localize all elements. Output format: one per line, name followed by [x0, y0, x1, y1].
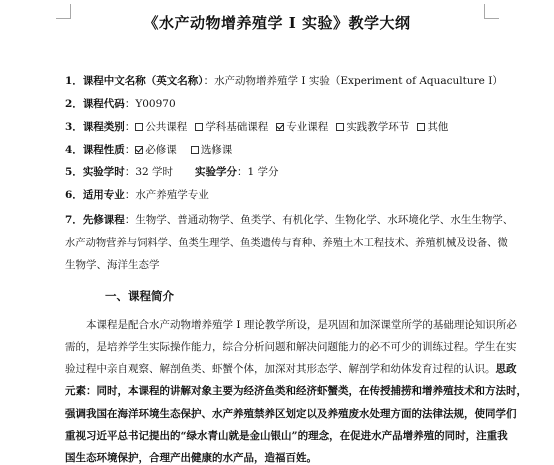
section-heading: 一、课程简介	[105, 289, 174, 303]
field-colon: ：	[124, 189, 136, 201]
checkbox-checked-icon[interactable]	[276, 123, 284, 131]
checkbox-unchecked-icon[interactable]	[195, 123, 203, 131]
intro-line: 本课程是配合水产动物增养殖学 I 理论教学所设，是巩固和加深课堂所学的基础理论知识所必	[86, 319, 517, 331]
intro-line: 强调我国在海洋环境生态保护、水产养殖禁养区划定以及养殖废水处理方面的法律法规，使同学们	[65, 408, 517, 420]
option-elective[interactable]: 选修课	[191, 144, 233, 156]
field-course-nature	[65, 143, 240, 157]
intro-line: 验过程中亲自观察、解剖鱼类、虾蟹个体，加深对其形态学、解剖学和幼体发育过程的认识。思政	[65, 363, 517, 375]
intro-line: 国生态环境保护，合理产出健康的水产品，造福百姓。	[65, 452, 317, 464]
field-number: 4．	[65, 144, 83, 156]
option-other[interactable]: 其他	[417, 121, 448, 133]
field-course-category	[65, 120, 456, 134]
field-number: 3．	[65, 121, 83, 133]
field-value: 32 学时	[135, 166, 174, 178]
field-course-name	[65, 74, 503, 88]
field-prerequisites	[65, 213, 513, 227]
field-number: 7．	[65, 214, 83, 226]
field-value: 水产动物增养殖学 I 实验（Experiment of Aquaculture I）	[214, 75, 503, 87]
field-colon: ：	[124, 121, 136, 133]
intro-line: 元素：同时，本课程的讲解对象主要为经济鱼类和经济虾蟹类，在传授捕捞和增养殖技术和方法时，	[65, 385, 527, 397]
prereq-line: 生物学、普通动物学、鱼类学、有机化学、生物化学、水环境化学、水生生物学、	[135, 214, 514, 226]
field-label: 课程中文名称（英文名称）	[82, 75, 204, 87]
option-discipline-basic[interactable]: 学科基础课程	[195, 121, 268, 133]
field-number: 2．	[65, 98, 83, 110]
field-colon: ：	[203, 75, 215, 87]
field-colon: ：	[124, 214, 136, 226]
field-label: 实验学时	[82, 166, 125, 178]
prereq-line: 生物学、海洋生态学	[65, 259, 160, 271]
field-colon: ：	[237, 166, 248, 178]
field-colon: ：	[124, 144, 136, 156]
field-credit-label: 实验学分	[195, 166, 238, 178]
field-applicable-major	[65, 188, 209, 202]
option-required[interactable]: 必修课	[135, 144, 177, 156]
field-colon: ：	[124, 166, 136, 178]
field-value: 水产养殖学专业	[135, 189, 209, 201]
field-lab-hours	[65, 165, 279, 179]
option-major-course[interactable]: 专业课程	[276, 121, 328, 133]
option-practice[interactable]: 实践教学环节	[336, 121, 409, 133]
option-public-course[interactable]: 公共课程	[135, 121, 187, 133]
prereq-line: 水产动物营养与饲料学、鱼类生理学、鱼类遗传与育种、养殖土木工程技术、养殖机械及设备、微	[65, 237, 508, 249]
checkbox-unchecked-icon[interactable]	[336, 123, 344, 131]
field-number: 1．	[65, 75, 83, 87]
field-course-code	[65, 97, 176, 111]
intro-line: 需的，是培养学生实际操作能力，综合分析问题和解决问题能力的必不可少的训练过程。学生在实	[65, 341, 517, 353]
checkbox-unchecked-icon[interactable]	[191, 146, 199, 154]
checkbox-unchecked-icon[interactable]	[135, 123, 143, 131]
field-label: 课程类别	[82, 121, 125, 133]
field-label: 先修课程	[82, 214, 125, 226]
field-colon: ：	[124, 98, 136, 110]
field-value: Y00970	[135, 98, 176, 110]
field-label: 课程代码	[82, 98, 125, 110]
checkbox-unchecked-icon[interactable]	[417, 123, 425, 131]
document-title: 《水产动物增养殖学 I 实验》教学大纲	[143, 14, 411, 32]
intro-line: 重视习近平总书记提出的“绿水青山就是金山银山”的理念，在促进水产品增养殖的同时，注重我	[65, 430, 508, 442]
field-credit-value: 1 学分	[247, 166, 279, 178]
field-label: 适用专业	[82, 189, 125, 201]
field-number: 5．	[65, 166, 83, 178]
field-number: 6．	[65, 189, 83, 201]
field-label: 课程性质	[82, 144, 125, 156]
checkbox-checked-icon[interactable]	[135, 146, 143, 154]
